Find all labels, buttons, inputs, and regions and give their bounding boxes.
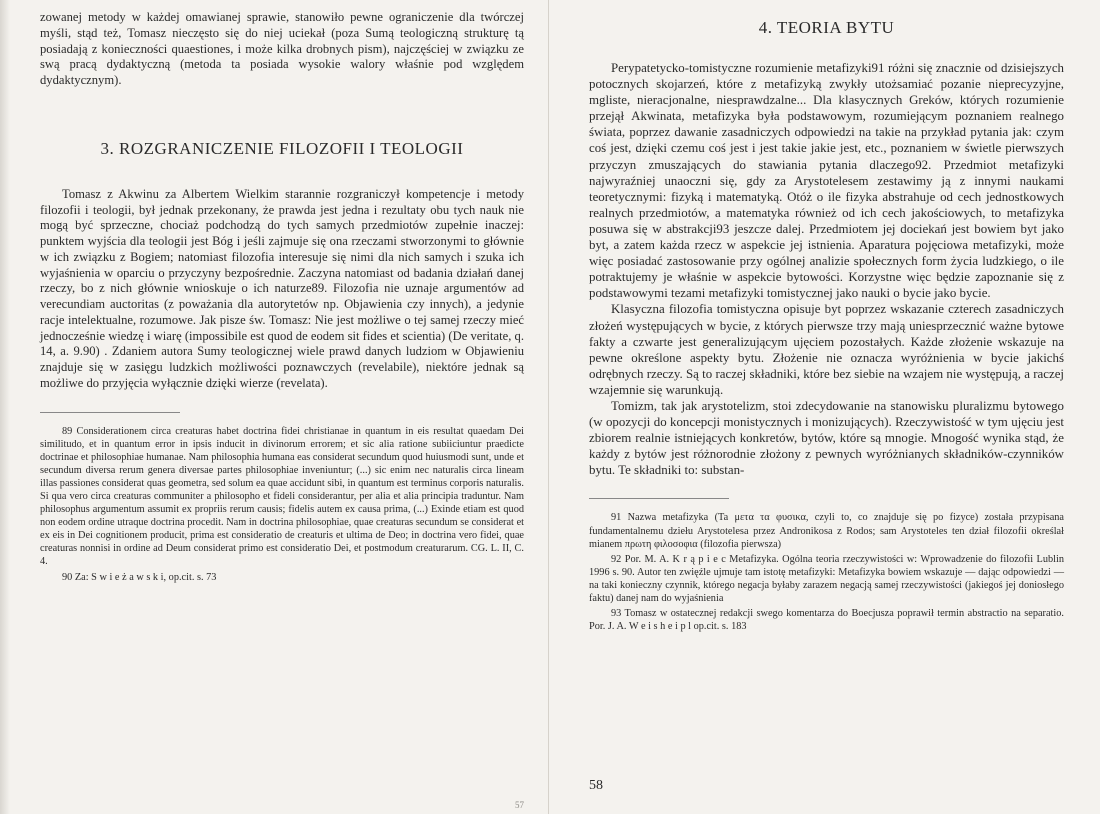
footnote-90: 90 Za: S w i e ż a w s k i, op.cit. s. 73: [62, 571, 217, 583]
footnote-93: 93 Tomasz w ostatecznej redakcji swego komentarza do Boecjusza poprawił termin abstractio na separatio. Por. J. A. W e i s h e i p l op.cit. s. 183: [589, 608, 1064, 633]
footnote-divider: [589, 498, 729, 499]
footnote-89: 89 Considerationem circa creaturas habet doctrina fidei christianae in quantum in eis resultat quaedam Dei similitudo, et in quantum error in ipsis inducit in divinorum errorem; et sic alia ratione subiiciuntur praedicte doctrinae et philosophiae humanae. Nam philosophia humana eas considerat secundum quod huiusmodi sunt, unde et secundum diversa rerum genera diversae partes philosophiae inveniuntur; (...) sic enim nec naturalis circa lineam illas passiones considerat quas geometra, sed solum ea quae accidunt sibi, in quantum est terminus corporis naturalis. Si qua vero circa creaturas communiter a philosopho et fideli considerantur, per alia et alia principia traduntur. Nam philosophus argumentum assumit ex propriis rerum causis; fidelis autem ex causa prima, (...) Exinde etiam est quod non eodem ordine utraque doctrina procedit. Nam in doctrina philosophiae, quae creaturas secundum se considerat et ex eis in Dei cognitionem producit, prima est consideratio de creaturis et ultima de Deo; in doctrina vero fidei, quae creaturas nonnisi in ordine ad Deum considerat primo est consideratio Dei, et postmodum creaturarum. CG. L. II, C. 4.: [40, 425, 524, 568]
page-number: 58: [589, 778, 603, 793]
left-page: [0, 0, 549, 814]
section-paragraph: Tomasz z Akwinu za Albertem Wielkim starannie rozgraniczył kompetencje i metody filozofii i teologii, był jednak przekonany, że prawda jest jedna i rezultaty obu tych nauk nie mogą być sprzeczne, chociaż podchodzą do tych samych przedmiotów zupełnie inaczej: punktem wyjścia dla teologii jest Bóg i jeśli zajmuje się ona rzeczami stworzonymi to głównie w ich związku z Bogiem; natomiast filozofia interesuje się nimi dla nich samych i szuka ich wyjaśnienia w oparciu o przyczyny bezpośrednie. Zaczyna natomiast od badania działań danej rzeczy, bo z nich głównie wnioskuje o ich naturze89. Filozofia nie uznaje argumentów ad verecundiam auctoritas (z poważania dla autorytetów np. Objawienia czy innych), a jedynie racje intelektualne, rozumowe. Jak pisze św. Tomasz: Nie jest możliwe o tej samej rzeczy mieć jednocześnie wiedzę i wiarę (impossibile est quod de eodem sit fides et scientia) (De veritate, q. 14, a. 9.90) . Zdaniem autora Sumy teologicznej wiele prawd danych ludziom w Objawieniu znajduje się w zasięgu ludzkich możliwości poznawczych (revelabile), niektóre jednak są możliwe do przyjęcia wyłącznie dzięki wierze (revelata).: [40, 186, 524, 390]
right-page: [549, 0, 1100, 814]
footnote-91: 91 Nazwa metafizyka (Ta μετα τα φυσικα, czyli to, co znajduje się po fizyce) została przypisana fundamentalnemu dziełu Arystotelesa przez Andronikosa z Rodos; sam Arystoteles ten dział filozofii określał mianem πρωτη φιλοσοφια (filozofia pierwsza): [589, 512, 1064, 550]
footnote-divider: [40, 412, 180, 413]
intro-paragraph: zowanej metody w każdej omawianej sprawie, stanowiło pewne ograniczenie dla twórczej myśli, stąd też, Tomasz nieczęsto się do niej uciekał (poza Sumą teologiczną strukturę tą posiadają z konieczności quaestiones, i może kilka drobnych pism), najczęściej w związku ze swą pracą dydaktyczną (metoda ta posiada wysokie walory właśnie pod względem dydaktycznym).: [40, 10, 524, 87]
paragraph-3: Tomizm, tak jak arystotelizm, stoi zdecydowanie na stanowisku pluralizmu bytowego (w opozycji do koncepcji monistycznych i monizujących). Rzeczywistość w tym ujęciu jest zbiorem realnie istniejących konkretów, bytów, które są mnogie. Mnogość wynika stąd, że każdy z bytów jest różnorodnie złożony z pewnych wyróżnianych składników-czynników bytu. Te składniki to: substan-: [589, 398, 1064, 478]
footnote-92: 92 Por. M. A. K r ą p i e c Metafizyka. Ogólna teoria rzeczywistości w: Wprowadzenie do filozofii Lublin 1996 s. 90. Autor ten zwięźle ujmuje tam istotę metafizyki: Metafizyka bowiem wskazuje — dając odpowiedzi — na taki konieczny czynnik, którego negacja byłaby zarazem negacją samej rzeczywistości (jakiegoś jej doniosłego faktu) danej nam do wyjaśnienia: [589, 553, 1064, 604]
section-heading-4: 4. TEORIA BYTU: [758, 18, 895, 37]
paragraph-1: Perypatetycko-tomistyczne rozumienie metafizyki91 różni się znacznie od dzisiejszych potocznych skojarzeń, które z metafizyką zwykły utożsamiać pozanie nieprecyzyjne, mgliste, nieracjonalne, niesprawdzalne... Dla klasycznych Greków, których rozumienie przejął Akwinata, metafizyka była podstawowym, rozumiejącym poznaniem realnego świata, poprzez dawanie zasadniczych odpowiedzi na takie na przykład pytania jak: czym coś jest, dzięki czemu coś jest i jest takie jakie jest, etc., poznaniem w świetle pierwszych przyczyn zmuszających do stawiania pytania dlaczego92. Przedmiot metafizyki najwyraźniej unaoczni się, gdy za Arystotelesem zestawimy ją z innymi naukami teoretycznymi: fizyką i matematyką. Otóż o ile fizyka abstrahuje od cech jednostkowych realnych przedmiotów, a matematyka również od ich cech jakościowych, to metafizyka posuwa się w abstrakcji93 jeszcze dalej. Przedmiotem jej dociekań jest bowiem byt jako byt, a zatem każda rzecz w aspekcie jej istnienia. Aparatura pojęciowa metafizyki, może więc posiadać zastosowanie przy ogólnej analizie społecznych form życia ludzkiego, o ile potraktujemy je właśnie w aspekcie bytowości. Korzystne więc będzie zapoznanie się z podstawowymi tezami metafizyki tomistycznej jako nauki o bycie jako bycie.: [589, 61, 1064, 301]
section-heading-3: 3. ROZGRANICZENIE FILOZOFII I TEOLOGII: [100, 138, 464, 158]
paragraph-2: Klasyczna filozofia tomistyczna opisuje byt poprzez wskazanie czterech zasadniczych złożeń występujących w bycie, z których pierwsze trzy mają uniesprzecznić ważne bytowe fakty a czwarte jest generalizującym ujęciem pozostałych. Każde złożenie wskazuje na pewne określone aspekty bytu. Złożenie nie oznacza wyróżnienia w bycie jakichś odrębnych rzeczy. Są to raczej składniki, które bez siebie na wzajem nie występują, a raczej wzajemnie się warunkują.: [589, 302, 1064, 397]
corner-mark: 57: [515, 800, 524, 810]
